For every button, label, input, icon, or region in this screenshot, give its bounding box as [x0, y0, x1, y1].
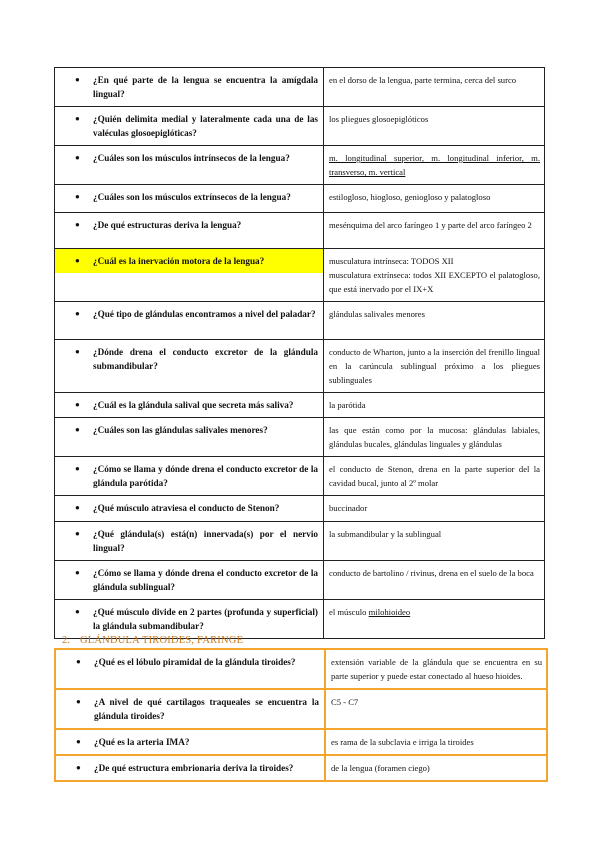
bullet-icon: ●: [75, 607, 80, 616]
bullet-icon: ●: [75, 220, 80, 229]
table-row: [55, 522, 545, 561]
answer-cell: [324, 340, 545, 393]
bullet-icon: ●: [76, 763, 81, 772]
answer-line: musculatura extrínseca: todos XII EXCEPTO el palatogloso, que está inervado por el IX+X: [329, 270, 540, 294]
answer-cell: [324, 496, 545, 522]
answer-cell: [324, 146, 545, 185]
question-text: ¿Quién delimita medial y lateralmente cada una de las valéculas glosoepiglóticas?: [93, 114, 318, 138]
answer-text: en el dorso de la lengua, parte termina, cerca del surco: [329, 75, 517, 85]
bullet-icon: ●: [76, 697, 81, 706]
question-cell: [55, 302, 324, 340]
bullet-icon: ●: [75, 114, 80, 123]
answer-cell: [324, 249, 545, 302]
bullet-icon: ●: [75, 400, 80, 409]
table-row: [55, 249, 545, 302]
answer-underlined-term: milohioideo: [368, 607, 411, 617]
question-cell: [55, 522, 324, 561]
answer-text: glándulas salivales menores: [329, 309, 425, 319]
answer-text: el conducto de Stenon, drena en la parte superior del la cavidad bucal, junto al 2º molar: [329, 464, 540, 488]
question-text: ¿Cómo se llama y dónde drena el conducto excretor de la glándula parótida?: [93, 464, 318, 488]
question-cell: [55, 729, 325, 755]
table-row: [55, 729, 547, 755]
table-row: [55, 496, 545, 522]
questions-table-1: [54, 67, 545, 639]
table-row: [55, 561, 545, 600]
question-cell: [55, 146, 324, 185]
answer-text: las que están como por la mucosa: glándulas labiales, glándulas bucales, glándulas linguales y glándulas: [329, 425, 540, 449]
table-row: [55, 68, 545, 107]
question-text: ¿Qué músculo atraviesa el conducto de Stenon?: [93, 503, 280, 513]
answer-text: los pliegues glosoepiglóticos: [329, 114, 429, 124]
question-cell: [55, 213, 324, 249]
table-row: [55, 755, 547, 781]
table-row: [55, 689, 547, 729]
table-row: [55, 185, 545, 213]
question-cell: [55, 561, 324, 600]
section-number: 2.: [62, 634, 71, 646]
table-row: [55, 649, 547, 689]
section-title: GLÁNDULA TIROIDES, FARINGE: [80, 634, 244, 646]
answer-cell: [325, 755, 547, 781]
answer-cell: [325, 729, 547, 755]
question-text: ¿Qué tipo de glándulas encontramos a nivel del paladar?: [93, 309, 316, 319]
answer-cell: [324, 393, 545, 418]
bullet-icon: ●: [75, 192, 80, 201]
question-cell: [55, 185, 324, 213]
answer-text: la parótida: [329, 400, 366, 410]
question-cell: [55, 755, 325, 781]
question-text: ¿Qué es el lóbulo piramidal de la glándula tiroides?: [94, 657, 296, 667]
bullet-icon: ●: [75, 153, 80, 162]
answer-cell: [324, 522, 545, 561]
section-heading: [62, 633, 542, 647]
question-text: ¿Cuáles son las glándulas salivales menores?: [93, 425, 268, 435]
answer-text: buccinador: [329, 503, 368, 513]
table-row: [55, 302, 545, 340]
table-row: [55, 107, 545, 146]
question-text: ¿De qué estructuras deriva la lengua?: [93, 220, 242, 230]
answer-cell: [324, 68, 545, 107]
answer-line: musculatura intrínseca: TODOS XII: [329, 256, 454, 266]
bullet-icon: ●: [75, 503, 80, 512]
answer-text: [324, 600, 544, 624]
table-row: [55, 418, 545, 457]
table-row: [55, 340, 545, 393]
question-cell: [55, 649, 325, 689]
question-text: ¿Cómo se llama y dónde drena el conducto excretor de la glándula sublingual?: [93, 568, 318, 592]
bullet-icon: ●: [75, 425, 80, 434]
question-text: ¿En qué parte de la lengua se encuentra la amígdala lingual?: [93, 75, 318, 99]
question-text: ¿Qué glándula(s) está(n) innervada(s) por el nervio lingual?: [93, 529, 318, 553]
answer-text: extensión variable de la glándula que se encuentra en su parte superior y puede estar conectado al hueso hioides.: [331, 657, 542, 681]
answer-cell: [325, 689, 547, 729]
answer-text: conducto de bartolino / rivinus, drena en el suelo de la boca: [329, 568, 534, 578]
answer-text: estilogloso, hiogloso, geniogloso y palatogloso: [329, 192, 491, 202]
question-cell: [55, 393, 324, 418]
question-text: ¿A nivel de qué cartílagos traqueales se encuentra la glándula tiroides?: [94, 697, 319, 721]
questions-table-2: [54, 648, 548, 782]
answer-cell: [324, 418, 545, 457]
answer-text: [324, 249, 544, 301]
question-cell: [55, 107, 324, 146]
bullet-icon: ●: [76, 737, 81, 746]
answer-text: es rama de la subclavia e irriga la tiroides: [331, 737, 474, 747]
bullet-icon: ●: [75, 309, 80, 318]
table-row: [55, 457, 545, 496]
answer-text: m. longitudinal superior, m. longitudinal inferior, m. transverso, m. vertical: [329, 153, 540, 177]
question-text: ¿Cuál es la glándula salival que secreta más saliva?: [93, 400, 294, 410]
answer-cell: [324, 107, 545, 146]
answer-cell: [325, 649, 547, 689]
question-text: ¿Qué músculo divide en 2 partes (profunda y superficial) la glándula submandibular?: [93, 607, 318, 631]
bullet-icon: ●: [75, 568, 80, 577]
answer-text: de la lengua (foramen ciego): [331, 763, 430, 773]
question-cell: [55, 418, 324, 457]
bullet-icon: ●: [75, 256, 80, 265]
answer-cell: [324, 213, 545, 249]
question-text: ¿Cuáles son los músculos intrínsecos de la lengua?: [93, 153, 290, 163]
bullet-icon: ●: [75, 75, 80, 84]
answer-text: C5 - C7: [331, 697, 359, 707]
table-row: [55, 393, 545, 418]
bullet-icon: ●: [76, 657, 81, 666]
answer-cell: [324, 185, 545, 213]
question-cell: [55, 249, 324, 302]
answer-text: mesénquima del arco faríngeo 1 y parte del arco faríngeo 2: [329, 220, 532, 230]
question-text: ¿Cuáles son los músculos extrínsecos de la lengua?: [93, 192, 291, 202]
question-text: ¿Dónde drena el conducto excretor de la glándula submandibular?: [93, 347, 318, 371]
bullet-icon: ●: [75, 347, 80, 356]
question-cell: [55, 457, 324, 496]
table-row: [55, 146, 545, 185]
question-text: ¿Cuál es la inervación motora de la lengua?: [93, 254, 318, 268]
answer-cell: [324, 302, 545, 340]
question-text: ¿De qué estructura embrionaria deriva la tiroides?: [94, 763, 294, 773]
answer-cell: [324, 457, 545, 496]
question-cell: [55, 340, 324, 393]
question-cell: [55, 496, 324, 522]
answer-text: la submandibular y la sublingual: [329, 529, 442, 539]
question-text: ¿Qué es la arteria IMA?: [94, 737, 190, 747]
question-cell: [55, 68, 324, 107]
table-row: [55, 213, 545, 249]
question-cell: [55, 689, 325, 729]
answer-cell: [324, 561, 545, 600]
answer-prefix: el músculo: [329, 607, 369, 617]
bullet-icon: ●: [75, 529, 80, 538]
bullet-icon: ●: [75, 464, 80, 473]
answer-text: conducto de Wharton, junto a la inserción del frenillo lingual en la carúncula sublingual próximo a los pliegues sublinguales: [329, 347, 540, 385]
